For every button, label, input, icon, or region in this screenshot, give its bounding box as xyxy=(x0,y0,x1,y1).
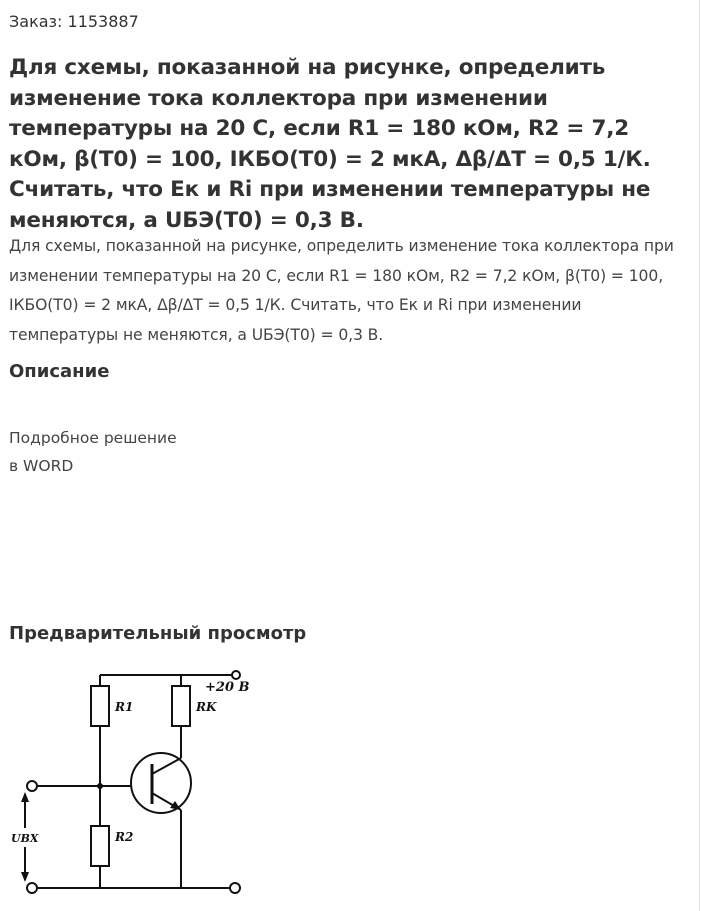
r2-label: R2 xyxy=(115,830,134,844)
supply-label: +20 В xyxy=(205,680,250,695)
input-terminal-top xyxy=(27,781,37,791)
resistor-r1 xyxy=(91,686,109,726)
description-line: Подробное решение xyxy=(9,429,177,447)
supply-terminal xyxy=(232,671,240,679)
rk-label: RK xyxy=(196,700,217,714)
preview-heading: Предварительный просмотр xyxy=(9,623,307,644)
input-terminal-bottom xyxy=(27,883,37,893)
task-text: Для схемы, показанной на рисунке, определить изменение тока коллектора при изменении температуры на 20 С, если R1 = 180 кОм, R2 = 7,2 кОм, β(T0) = 100, IКБО(Т0) = 2 мкА, Δβ/ΔТ = 0,5 1/К. Считать, что Ек и Ri при изменении температуры не меняются, а UБЭ(Т0) = 0,3 В. xyxy=(9,237,674,344)
transistor xyxy=(131,753,191,813)
order-number: Заказ: 1153887 xyxy=(9,12,139,31)
resistor-r2 xyxy=(91,826,109,866)
description-line: в WORD xyxy=(9,457,74,475)
arrow-down-icon xyxy=(21,872,29,882)
arrow-up-icon xyxy=(21,792,29,802)
description-body xyxy=(9,424,177,480)
description-heading: Описание xyxy=(9,361,110,382)
resistor-rk xyxy=(172,686,190,726)
r1-label: R1 xyxy=(115,700,134,714)
output-terminal xyxy=(230,883,240,893)
circuit-diagram xyxy=(0,660,260,911)
junction-dot xyxy=(97,783,103,789)
task-title: Для схемы, показанной на рисунке, определить изменение тока коллектора при изменении температуры на 20 С, если R1 = 180 кОм, R2 = 7,2 кОм, β(T0) = 100, IКБО(Т0) = 2 мкА, Δβ/ΔТ = 0,5 1/К. Считать, что Ек и Ri при изменении температуры не меняются, а UБЭ(Т0) = 0,3 В. xyxy=(9,55,651,233)
preview-image xyxy=(0,660,260,911)
uin-label: UВХ xyxy=(11,832,39,845)
